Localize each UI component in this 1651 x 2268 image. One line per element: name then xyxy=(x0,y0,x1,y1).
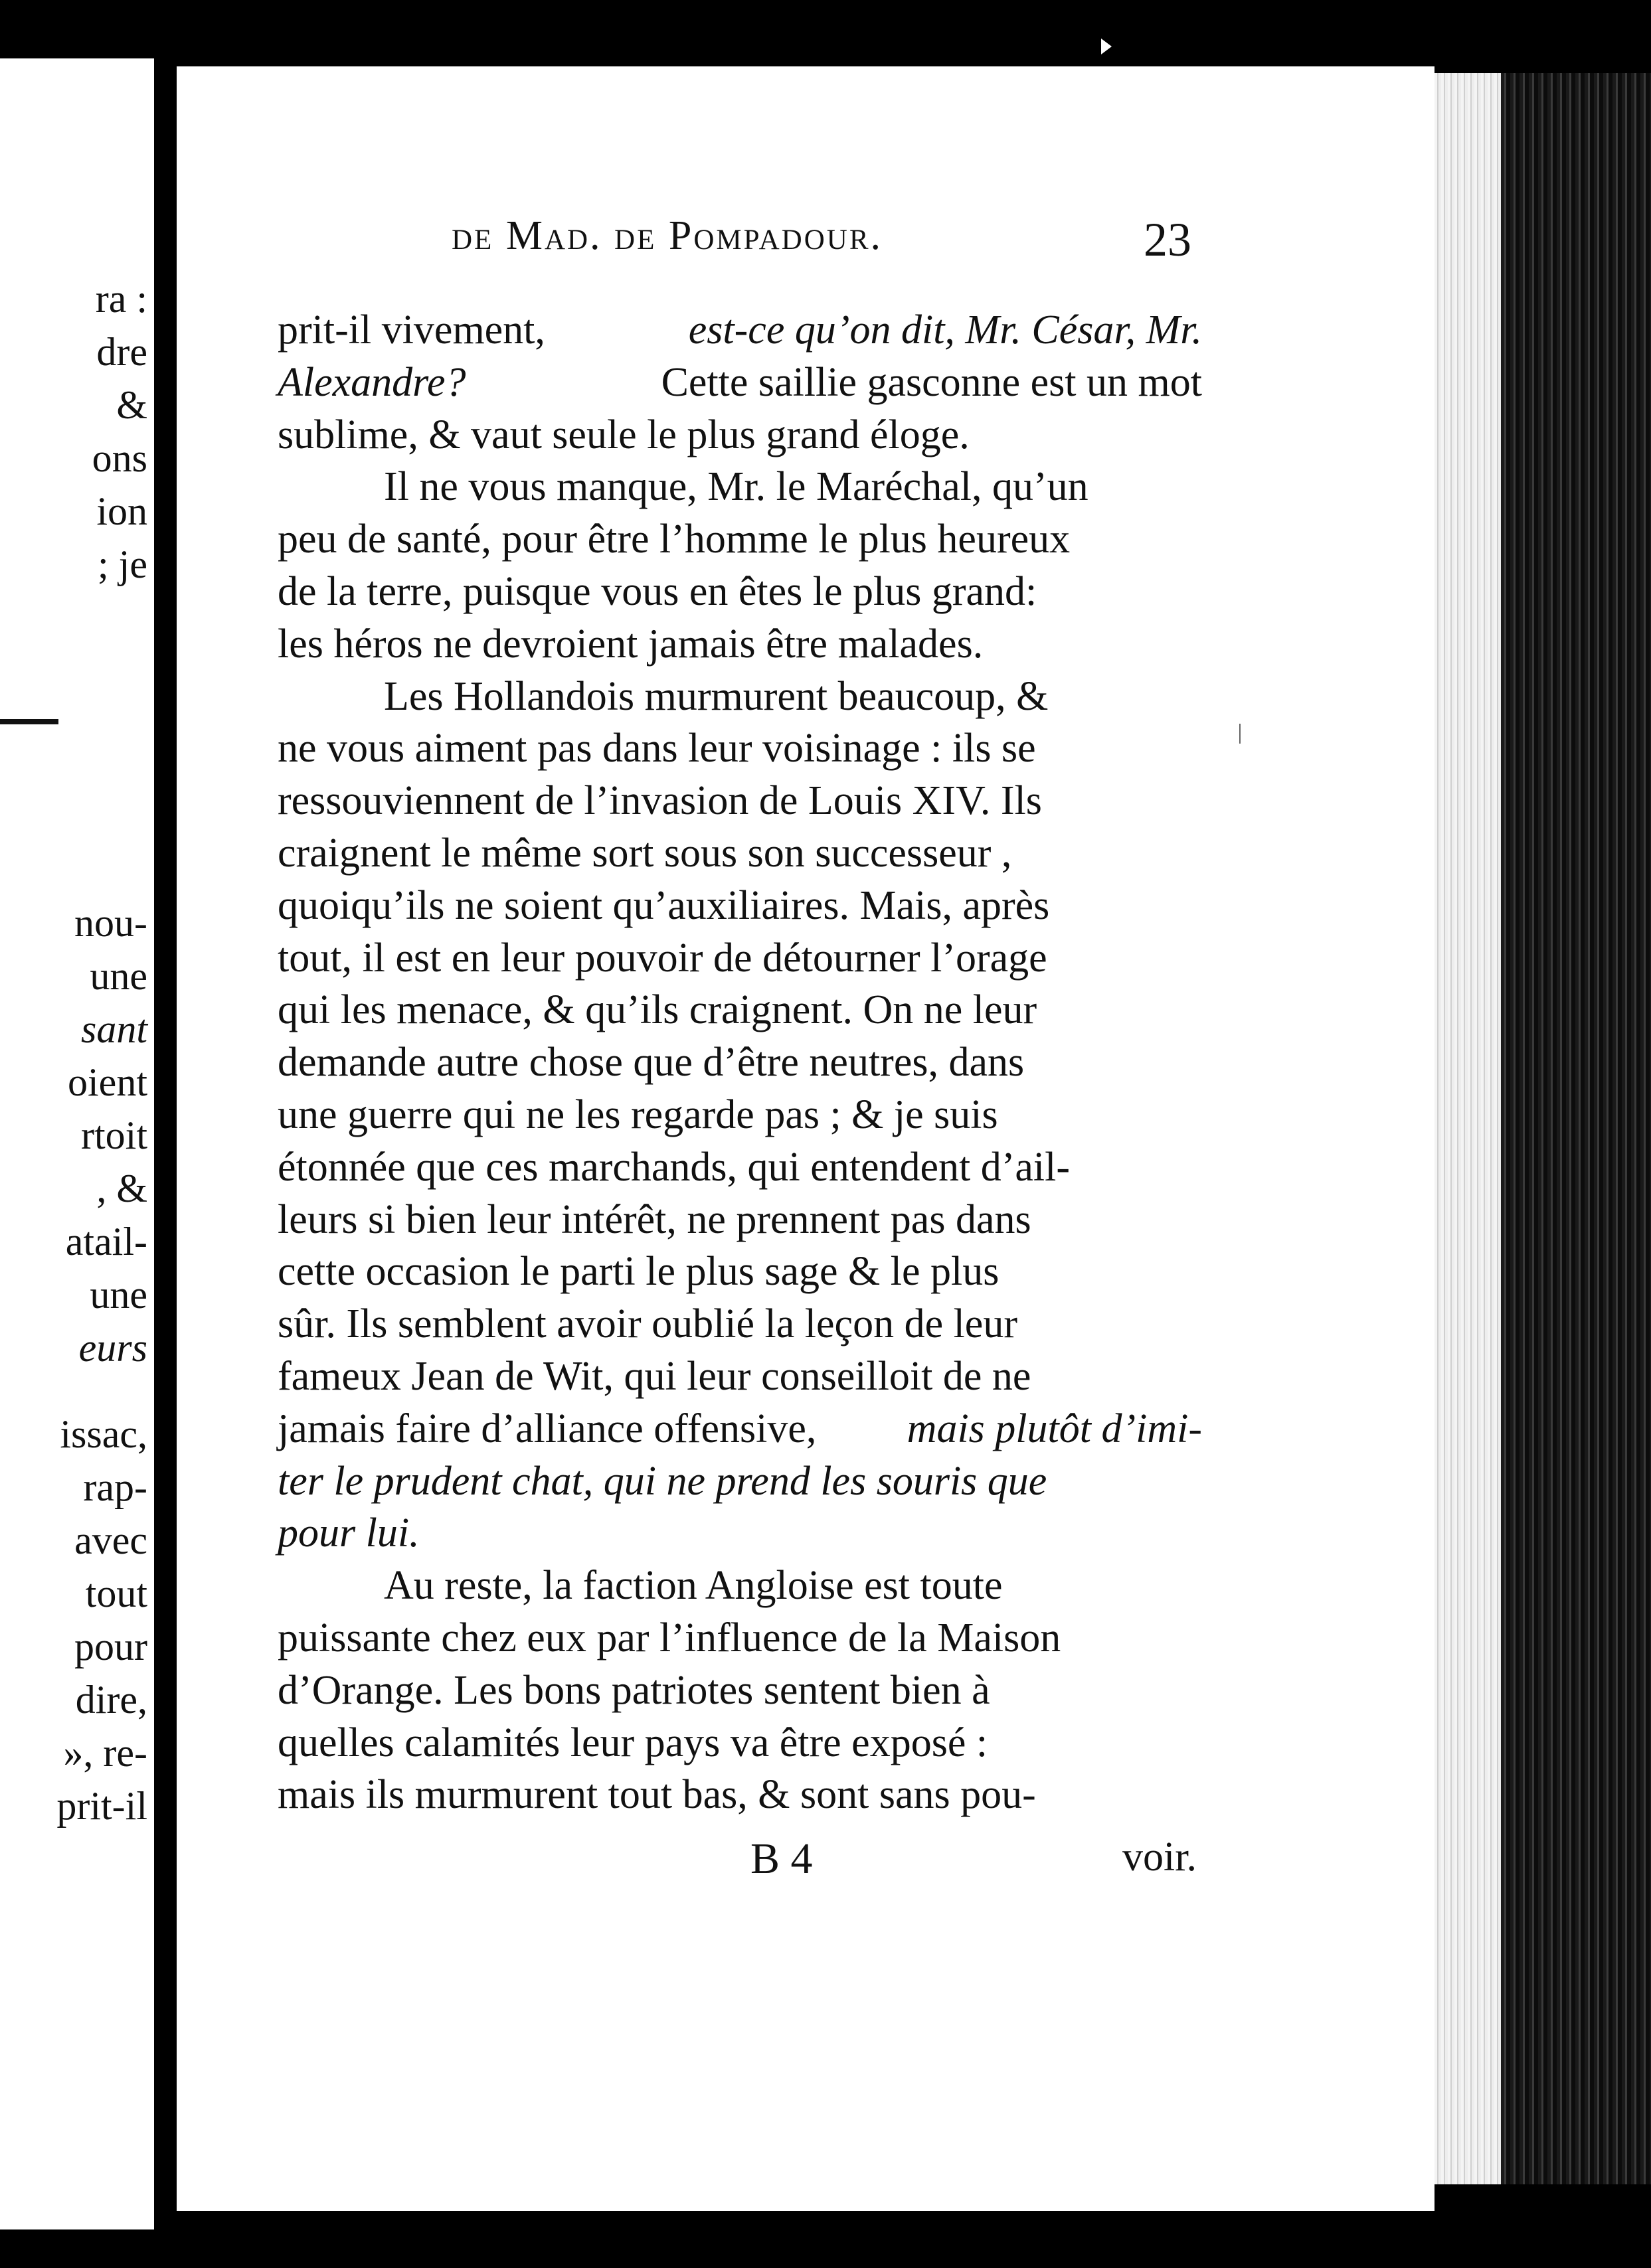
left-page-line: sant xyxy=(80,1007,147,1051)
line-text: étonnée que ces marchands, qui entendent d’ail- xyxy=(278,1144,1071,1190)
line-text: prit-il vivement, xyxy=(278,307,545,353)
line-text: sublime, & vaut seule le plus grand éloge. xyxy=(278,412,970,457)
line-text: Il ne vous manque, Mr. le Maréchal, qu’un xyxy=(384,464,1088,510)
left-page-line: issac, xyxy=(60,1412,147,1456)
previous-page-fragment xyxy=(0,58,154,2229)
left-page-line: », re- xyxy=(63,1731,147,1775)
line-text: ne vous aiment pas dans leur voisinage : ils se xyxy=(278,726,1036,771)
text-line xyxy=(278,1455,1202,1508)
text-line xyxy=(278,1141,1202,1194)
left-page-line: pour xyxy=(74,1625,147,1668)
left-page-line: atail- xyxy=(65,1220,147,1263)
catchword: voir. xyxy=(1122,1834,1197,1880)
left-page-line: ra : xyxy=(95,277,147,321)
left-page-line: dire, xyxy=(75,1678,147,1722)
left-page-line: rap- xyxy=(83,1465,147,1509)
corner-marker xyxy=(1101,39,1112,54)
line-text: Cette saillie gasconne est un mot xyxy=(661,359,1202,405)
text-line xyxy=(278,1246,1202,1298)
left-page-line: nou- xyxy=(74,901,147,945)
text-line xyxy=(278,618,1202,671)
left-page-line: & xyxy=(116,383,147,427)
text-line xyxy=(278,1769,1202,1821)
left-page-line: prit-il xyxy=(56,1784,147,1828)
line-text-italic: Alexandre? xyxy=(278,359,466,405)
line-text-italic: mais plutôt d’imi- xyxy=(907,1406,1202,1451)
text-line xyxy=(278,304,1202,357)
line-text: Au reste, la faction Angloise est toute xyxy=(384,1563,1003,1609)
text-line xyxy=(278,1664,1202,1717)
line-text-italic: pour lui. xyxy=(278,1510,420,1556)
line-text-italic: est-ce qu’on dit, Mr. César, Mr. xyxy=(688,307,1202,353)
left-page-line: une xyxy=(90,1273,147,1317)
text-line xyxy=(278,932,1202,985)
text-line xyxy=(278,1717,1202,1769)
left-page-line: rtoit xyxy=(81,1113,147,1157)
line-text: puissante chez eux par l’influence de la Maison xyxy=(278,1615,1061,1660)
left-page-line: ion xyxy=(96,489,147,533)
page-number: 23 xyxy=(1144,213,1191,266)
text-line xyxy=(278,1089,1202,1141)
left-page-line: dre xyxy=(96,330,147,374)
paragraph-start-line xyxy=(278,671,1202,723)
section-rule xyxy=(0,719,58,724)
line-text: sûr. Ils semblent avoir oublié la leçon de leur xyxy=(278,1301,1017,1347)
running-header: de Mad. de Pompadour. xyxy=(452,213,883,258)
left-page-line: tout xyxy=(85,1572,147,1615)
book-gutter xyxy=(154,58,177,2229)
line-text: cette occasion le parti le plus sage & le plus xyxy=(278,1249,999,1295)
line-text: jamais faire d’alliance offensive, xyxy=(278,1406,817,1451)
line-text: Les Hollandois murmurent beaucoup, & xyxy=(384,673,1049,719)
text-line xyxy=(278,1403,1202,1455)
left-page-line: eurs xyxy=(78,1326,147,1370)
line-text: quelles calamités leur pays va être exposé : xyxy=(278,1720,988,1765)
line-text: d’Orange. Les bons patriotes sentent bien à xyxy=(278,1667,990,1713)
text-line xyxy=(278,1350,1202,1403)
body-text xyxy=(278,304,1202,1821)
left-page-line: une xyxy=(90,954,147,998)
line-text: les héros ne devroient jamais être malades. xyxy=(278,621,984,667)
line-text: peu de santé, pour être l’homme le plus heureux xyxy=(278,517,1071,562)
line-text: de la terre, puisque vous en êtes le plus grand: xyxy=(278,568,1037,614)
text-line xyxy=(278,775,1202,827)
text-line xyxy=(278,722,1202,775)
line-text: craignent le même sort sous son successeur , xyxy=(278,830,1012,876)
line-text: quoiqu’ils ne soient qu’auxiliaires. Mais, après xyxy=(278,882,1050,928)
line-text: ressouviennent de l’invasion de Louis XIV. Ils xyxy=(278,778,1042,824)
text-line xyxy=(278,1612,1202,1664)
left-page-line: ; je xyxy=(98,542,147,586)
line-text: une guerre qui ne les regarde pas ; & je suis xyxy=(278,1092,998,1137)
book-edge-shadow xyxy=(1501,73,1651,2184)
text-line xyxy=(278,827,1202,880)
text-line xyxy=(278,357,1202,409)
text-line xyxy=(278,1036,1202,1089)
text-line xyxy=(278,1194,1202,1246)
text-line xyxy=(278,1298,1202,1350)
line-text: qui les menace, & qu’ils craignent. On ne leur xyxy=(278,987,1037,1033)
paragraph-start-line xyxy=(278,1560,1202,1612)
text-line xyxy=(278,513,1202,566)
line-text: tout, il est en leur pouvoir de détourner l’orage xyxy=(278,935,1047,981)
text-line xyxy=(278,880,1202,932)
text-line xyxy=(278,1507,1202,1560)
signature-mark: B 4 xyxy=(750,1834,813,1883)
line-text: fameux Jean de Wit, qui leur conseilloit de ne xyxy=(278,1353,1031,1399)
left-page-line: avec xyxy=(74,1518,147,1562)
line-text-italic: ter le prudent chat, qui ne prend les souris que xyxy=(278,1458,1047,1504)
text-line xyxy=(278,409,1202,461)
left-page-line: oient xyxy=(68,1060,147,1104)
line-text: demande autre chose que d’être neutres, dans xyxy=(278,1040,1025,1086)
left-page-line: ons xyxy=(92,436,147,480)
text-line xyxy=(278,566,1202,618)
line-text: leurs si bien leur intérêt, ne prennent pas dans xyxy=(278,1196,1031,1242)
margin-mark xyxy=(1239,724,1241,744)
left-page-line: , & xyxy=(96,1167,147,1210)
paragraph-start-line xyxy=(278,461,1202,513)
line-text: mais ils murmurent tout bas, & sont sans pou- xyxy=(278,1772,1036,1818)
text-line xyxy=(278,984,1202,1036)
